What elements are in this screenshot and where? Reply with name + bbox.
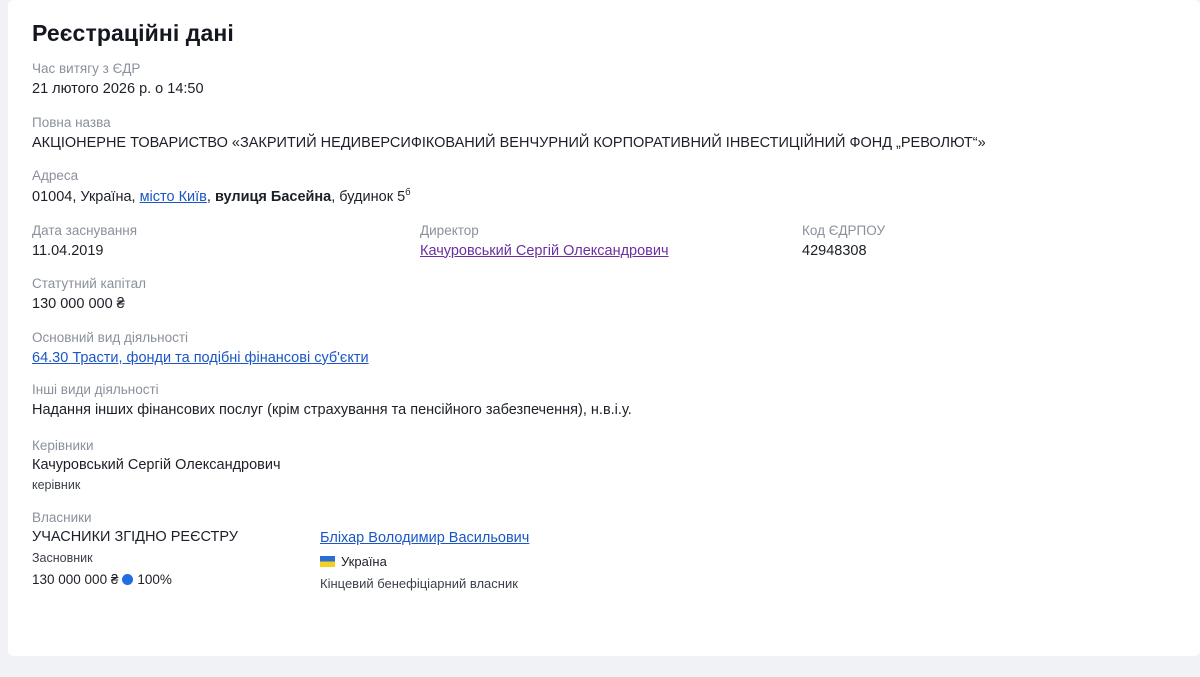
main-activity-block bbox=[32, 330, 1176, 367]
main-activity-value-wrap bbox=[32, 349, 1176, 367]
extract-time-value: 21 лютого 2026 р. о 14:50 bbox=[32, 81, 204, 97]
extract-time-block bbox=[32, 61, 1176, 100]
manager-name: Качуровський Сергій Олександрович bbox=[32, 457, 281, 474]
managers-block bbox=[32, 438, 1176, 492]
owner-person-link[interactable]: Бліхар Володимир Васильович bbox=[320, 530, 530, 547]
owner-registry-role: Засновник bbox=[32, 551, 93, 566]
edrpou-value: 42948308 bbox=[802, 242, 867, 259]
edrpou-label: Код ЄДРПОУ bbox=[802, 222, 886, 238]
owner-person bbox=[320, 529, 1176, 591]
capital-value: 130 000 000 ₴ bbox=[32, 296, 125, 313]
owner-registry-amount-row bbox=[32, 572, 320, 587]
full-name-value: АКЦІОНЕРНЕ ТОВАРИСТВО «ЗАКРИТИЙ НЕДИВЕРСИФІКОВАНИЙ ВЕНЧУРНИЙ КОРПОРАТИВНИЙ ІНВЕСТИЦІЙНИЙ ФОНД „РЕВОЛЮТ“» bbox=[32, 134, 986, 151]
owner-registry-amount: 130 000 000 ₴ bbox=[32, 572, 119, 588]
address-comma: , bbox=[206, 188, 215, 205]
main-activity-link[interactable]: 64.30 Трасти, фонди та подібні фінансові суб'єкти bbox=[32, 349, 369, 366]
owner-person-role: Кінцевий бенефіціарний власник bbox=[320, 576, 518, 592]
page-title: Реєстраційні дані bbox=[32, 20, 234, 46]
details-row bbox=[32, 223, 1176, 262]
director-block bbox=[420, 223, 802, 262]
full-name-label: Повна назва bbox=[32, 114, 111, 130]
address-block bbox=[32, 168, 1176, 207]
other-activities-value: Надання інших фінансових послуг (крім страхування та пенсійного забезпечення), н.в.і.у. bbox=[32, 401, 632, 418]
owner-registry-share: 100% bbox=[137, 572, 172, 588]
founded-value: 11.04.2019 bbox=[32, 242, 104, 259]
founded-label: Дата заснування bbox=[32, 222, 138, 238]
edrpou-block bbox=[802, 223, 1176, 262]
address-value bbox=[32, 187, 1176, 207]
registration-data-card bbox=[8, 0, 1200, 656]
address-city-link[interactable]: місто Київ bbox=[139, 188, 207, 205]
extract-time-label: Час витягу з ЄДР bbox=[32, 61, 141, 76]
address-building: , будинок 5 bbox=[331, 188, 406, 205]
ukraine-flag-icon bbox=[320, 556, 335, 567]
address-building-letter: б bbox=[405, 187, 411, 199]
director-link[interactable]: Качуровський Сергій Олександрович bbox=[420, 242, 669, 259]
owner-person-country-row bbox=[320, 554, 1176, 569]
capital-block bbox=[32, 276, 1176, 315]
main-activity-label: Основний вид діяльності bbox=[32, 329, 189, 345]
other-activities-block bbox=[32, 382, 1176, 421]
owners-row bbox=[32, 529, 1176, 591]
managers-label: Керівники bbox=[32, 438, 94, 454]
address-label: Адреса bbox=[32, 168, 79, 184]
director-value-wrap bbox=[420, 242, 802, 262]
full-name-block bbox=[32, 115, 1176, 154]
owners-block bbox=[32, 510, 1176, 591]
director-label: Директор bbox=[420, 222, 479, 238]
owners-label: Власники bbox=[32, 510, 92, 526]
capital-label: Статутний капітал bbox=[32, 276, 146, 292]
other-activities-label: Інші види діяльності bbox=[32, 381, 159, 397]
address-street: вулиця Басейна bbox=[214, 188, 332, 205]
founded-block bbox=[32, 223, 420, 262]
owner-person-country: Україна bbox=[341, 554, 387, 570]
owner-registry bbox=[32, 529, 320, 591]
manager-role: керівник bbox=[32, 478, 81, 493]
owner-registry-title: УЧАСНИКИ ЗГІДНО РЕЄСТРУ bbox=[32, 529, 238, 546]
address-zip-country: 01004, Україна, bbox=[32, 188, 140, 205]
share-dot-icon bbox=[122, 574, 133, 585]
